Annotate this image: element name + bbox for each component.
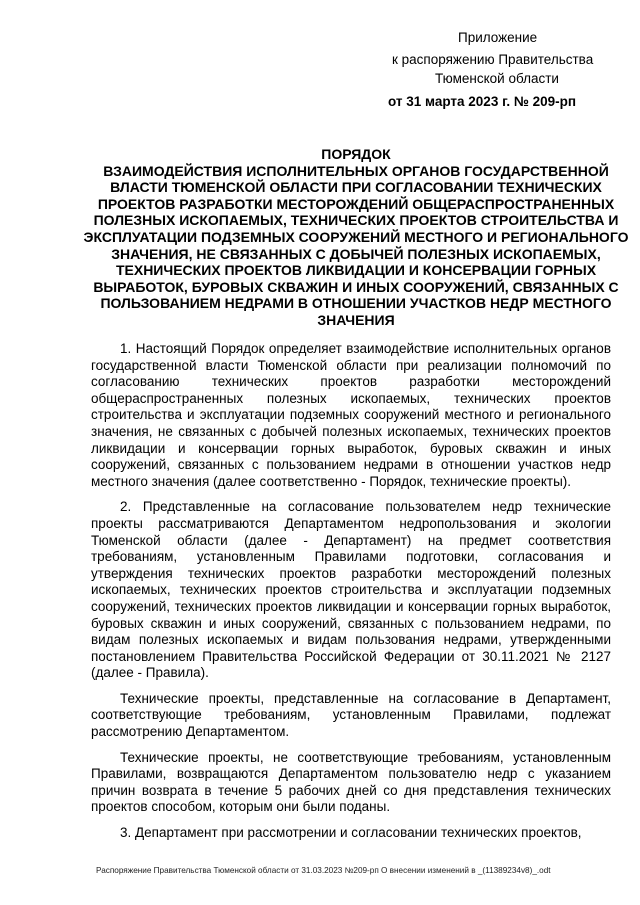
paragraph-3: Технические проекты, представленные на согласование в Департамент, соответствующие требованиям, установленным Правилами, подлежат рассмотрению Департаментом. <box>91 690 611 740</box>
paragraph-4: Технические проекты, не соответствующие требованиям, установленным Правилами, возвращаются Департаментом пользователю недр с указанием причин возврата в течение 5 рабочих дней со дня представления технических проектов способом, которым они были поданы. <box>91 749 611 815</box>
paragraph-1: 1. Настоящий Порядок определяет взаимодействие исполнительных органов государственной власти Тюменской области при реализации полномочий по согласованию технических проектов разработки месторождений общераспространенных полезных ископаемых, технических проектов строительства и эксплуатации подземных сооружений местного и регионального значения, не связанных с добычей полезных ископаемых, технических проектов ликвидации и консервации горных выработок, буровых скважин и иных сооружений, связанных с пользованием недрами в отношении участков недр местного значения (далее соответственно - Порядок, технические проекты). <box>91 341 611 489</box>
document-body <box>91 341 611 851</box>
document-title <box>82 146 630 329</box>
appendix-line2: Тюменской области <box>435 71 559 86</box>
title-subtitle: ВЗАИМОДЕЙСТВИЯ ИСПОЛНИТЕЛЬНЫХ ОРГАНОВ ГОСУДАРСТВЕННОЙ ВЛАСТИ ТЮМЕНСКОЙ ОБЛАСТИ ПРИ СОГЛАСОВАНИИ ТЕХНИЧЕСКИХ ПРОЕКТОВ РАЗРАБОТКИ МЕСТОРОЖДЕНИЙ ОБЩЕРАСПРОСТРАНЕННЫХ ПОЛЕЗНЫХ ИСКОПАЕМЫХ, ТЕХНИЧЕСКИХ ПРОЕКТОВ СТРОИТЕЛЬСТВА И ЭКСПЛУАТАЦИИ ПОДЗЕМНЫХ СООРУЖЕНИЙ МЕСТНОГО И РЕГИОНАЛЬНОГО ЗНАЧЕНИЯ, НЕ СВЯЗАННЫХ С ДОБЫЧЕЙ ПОЛЕЗНЫХ ИСКОПАЕМЫХ, ТЕХНИЧЕСКИХ ПРОЕКТОВ ЛИКВИДАЦИИ И КОНСЕРВАЦИИ ГОРНЫХ ВЫРАБОТОК, БУРОВЫХ СКВАЖИН И ИНЫХ СООРУЖЕНИЙ, СВЯЗАННЫХ С ПОЛЬЗОВАНИЕМ НЕДРАМИ В ОТНОШЕНИИ УЧАСТКОВ НЕДР МЕСТНОГО ЗНАЧЕНИЯ <box>83 162 629 328</box>
paragraph-2: 2. Представленные на согласование пользователем недр технические проекты рассматриваются Департаментом недропользования и экологии Тюменской области (далее - Департамент) на предмет соответствия требованиям, установленным Правилами подготовки, согласования и утверждения технических проектов разработки месторождений полезных ископаемых, технических проектов строительства и эксплуатации подземных сооружений, технических проектов ликвидации и консервации горных выработок, буровых скважин и иных сооружений, связанных с пользованием недрами, по видам полезных ископаемых и видам пользования недрами, утвержденными постановлением Правительства Российской Федерации от 30.11.2021 № 2127 (далее - Правила). <box>91 499 611 681</box>
title-heading: ПОРЯДОК <box>321 146 391 162</box>
paragraph-5: 3. Департамент при рассмотрении и согласовании технических проектов, <box>120 825 582 841</box>
page-footer: Распоряжение Правительства Тюменской области от 31.03.2023 №209-рп О внесении изменений в _(11389234v8)_.odt <box>96 866 551 875</box>
appendix-block <box>380 28 620 111</box>
appendix-date-number: от 31 марта 2023 г. № 209-рп <box>388 94 577 109</box>
appendix-label: Приложение <box>458 30 538 45</box>
appendix-line1: к распоряжению Правительства <box>392 52 594 67</box>
